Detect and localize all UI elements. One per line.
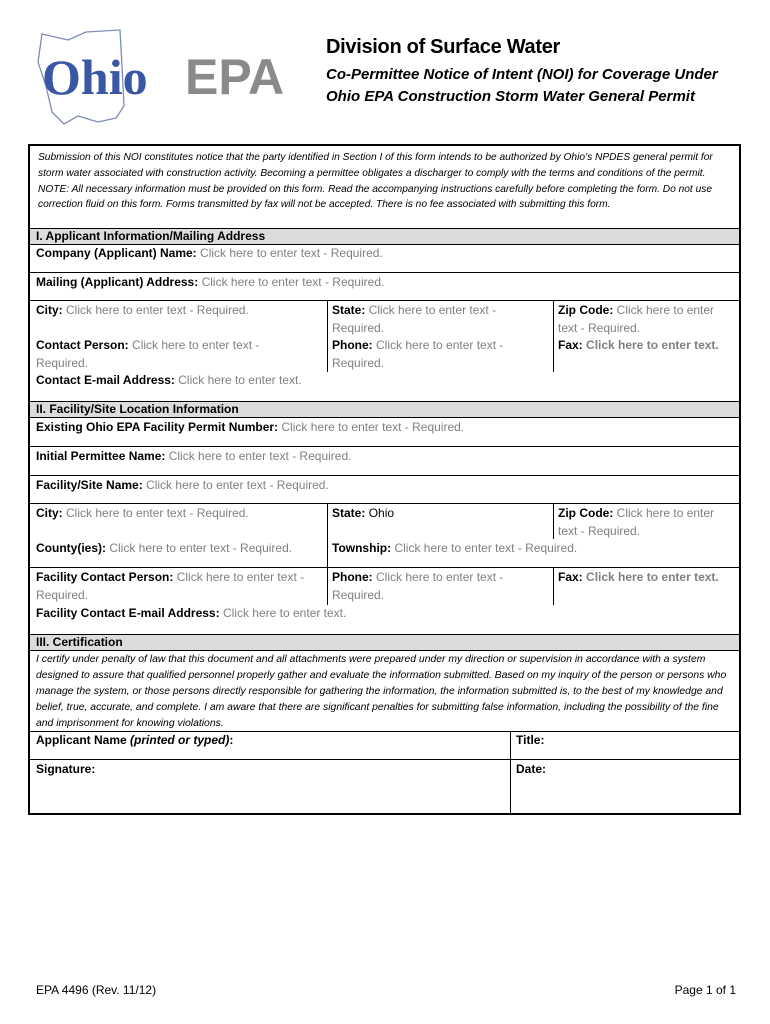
applicant-name-label-colon: :: [229, 733, 234, 747]
signature-cell[interactable]: [36, 761, 95, 779]
initial-permittee-field[interactable]: Click here to enter text - Required.: [168, 449, 352, 463]
title-label: Title:: [516, 733, 545, 747]
site-state-value: Ohio: [368, 506, 395, 520]
facility-contact-cell: [36, 569, 324, 604]
signature-label: Signature:: [36, 762, 96, 776]
section-1-header: I. Applicant Information/Mailing Address: [30, 228, 739, 245]
applicant-phone-label: Phone:: [332, 338, 373, 352]
site-zip-field-line2: text - Required.: [558, 523, 641, 538]
applicant-state-label: State:: [332, 303, 366, 317]
site-city-label: City:: [36, 506, 63, 520]
logo-text-epa: EPA: [185, 49, 285, 105]
contact-person-field-line2: Required.: [36, 355, 89, 370]
applicant-zip-field-line1: Click here to enter: [616, 303, 715, 317]
township-cell: [332, 540, 577, 558]
applicant-city-label: City:: [36, 303, 63, 317]
applicant-fax-field[interactable]: Click here to enter text.: [586, 338, 719, 352]
applicant-state-field-line1: Click here to enter text -: [368, 303, 497, 317]
subtitle-line-2: Ohio EPA Construction Storm Water General Permit: [326, 88, 695, 105]
facility-phone-cell: [332, 569, 550, 604]
mailing-address-field[interactable]: Click here to enter text - Required.: [201, 275, 385, 289]
applicant-state-field-line2: Required.: [332, 320, 385, 335]
intro-text: Submission of this NOI constitutes notice that the party identified in Section I of this form intends to be authorized by Ohio’s NPDES general permit for storm water associated with construction activity. Becoming a permittee obligates a discharger to comply with the terms and conditions of the permit. NOTE: All necessary information must be provided on this form. Read the accompanying instructions carefully before completing the form. Do not use correction fluid on this form. Forms transmitted by fax will not be accepted. There is no fee associated with submitting this form.: [38, 152, 713, 211]
facility-fax-label: Fax:: [558, 570, 583, 584]
site-zip-label: Zip Code:: [558, 506, 614, 520]
applicant-phone-field-line2: Required.: [332, 355, 385, 370]
applicant-zip-cell: [558, 302, 738, 337]
facility-phone-field-line1: Click here to enter text -: [376, 570, 504, 584]
contact-email-row: [36, 372, 302, 390]
county-label: County(ies):: [36, 541, 106, 555]
section-2-header: II. Facility/Site Location Information: [30, 401, 739, 418]
applicant-name-cell[interactable]: [36, 732, 233, 750]
applicant-phone-cell: [332, 337, 550, 372]
site-zip-field-line1: Click here to enter: [616, 506, 715, 520]
applicant-state-cell: [332, 302, 550, 337]
company-name-field[interactable]: Click here to enter text - Required.: [200, 246, 383, 260]
applicant-phone-field-line1: Click here to enter text -: [376, 338, 504, 352]
page-title: Division of Surface Water: [326, 36, 561, 58]
noi-form: [28, 144, 741, 815]
site-name-label: Facility/Site Name:: [36, 478, 143, 492]
mailing-address-label: Mailing (Applicant) Address:: [36, 275, 199, 289]
permit-number-field[interactable]: Click here to enter text - Required.: [281, 420, 465, 434]
facility-phone-field-line2: Required.: [332, 587, 385, 602]
applicant-name-label-italic: (printed or typed): [130, 733, 230, 747]
company-name-label: Company (Applicant) Name:: [36, 246, 197, 260]
facility-contact-label: Facility Contact Person:: [36, 570, 174, 584]
applicant-fax-cell: [558, 337, 719, 355]
contact-person-label: Contact Person:: [36, 338, 129, 352]
company-name-row: [36, 245, 383, 263]
page-number: Page 1 of 1: [674, 983, 736, 997]
site-city-cell: [36, 505, 249, 523]
facility-fax-field[interactable]: Click here to enter text.: [586, 570, 719, 584]
contact-person-field-line1: Click here to enter text -: [132, 338, 260, 352]
mailing-address-row: [36, 274, 384, 292]
facility-email-label: Facility Contact E-mail Address:: [36, 606, 220, 620]
site-city-field[interactable]: Click here to enter text - Required.: [66, 506, 249, 520]
applicant-city-field[interactable]: Click here to enter text - Required.: [66, 303, 249, 317]
subtitle-line-1: Co-Permittee Notice of Intent (NOI) for Coverage Under: [326, 66, 718, 83]
applicant-zip-field-line2: text - Required.: [558, 320, 641, 335]
ohio-epa-logo: [28, 26, 288, 126]
county-cell: [36, 540, 292, 558]
site-name-row: [36, 477, 329, 495]
applicant-name-label: Applicant Name: [36, 733, 127, 747]
site-name-field[interactable]: Click here to enter text - Required.: [146, 478, 329, 492]
permit-number-label: Existing Ohio EPA Facility Permit Number:: [36, 420, 279, 434]
site-zip-cell: [558, 505, 738, 540]
facility-contact-field-line2: Required.: [36, 587, 89, 602]
township-field[interactable]: Click here to enter text - Required.: [394, 541, 578, 555]
logo-text-ohio: Ohio: [42, 49, 148, 105]
form-number: EPA 4496 (Rev. 11/12): [36, 983, 157, 997]
section-3-header: III. Certification: [30, 634, 739, 651]
township-label: Township:: [332, 541, 392, 555]
date-label: Date:: [516, 762, 547, 776]
facility-email-field[interactable]: Click here to enter text.: [222, 606, 347, 620]
contact-email-field[interactable]: Click here to enter text.: [178, 373, 302, 387]
certification-text: I certify under penalty of law that this document and all attachments were prepared under my direction or supervision in accordance with a system designed to assure that qualified personnel properly gather and evaluate the information submitted. Based on my inquiry of the person or persons who manage the system, or those persons directly responsible for gathering the information, the information submitted is, to the best of my knowledge and belief, true, accurate, and complete. I am aware that there are significant penalties for submitting false information, including the possibility of the fine and imprisonment for knowing violations.: [36, 654, 727, 729]
applicant-fax-label: Fax:: [558, 338, 583, 352]
contact-person-cell: [36, 337, 324, 372]
county-field[interactable]: Click here to enter text - Required.: [109, 541, 293, 555]
initial-permittee-label: Initial Permittee Name:: [36, 449, 166, 463]
site-state-cell: [332, 505, 394, 523]
site-state-label: State:: [332, 506, 366, 520]
applicant-zip-label: Zip Code:: [558, 303, 614, 317]
date-cell[interactable]: [516, 761, 546, 779]
permit-number-row: [36, 419, 464, 437]
title-cell[interactable]: [516, 732, 544, 750]
facility-fax-cell: [558, 569, 719, 587]
facility-phone-label: Phone:: [332, 570, 373, 584]
applicant-city-cell: [36, 302, 249, 320]
initial-permittee-row: [36, 448, 351, 466]
page-subtitle: [326, 64, 746, 108]
facility-contact-field-line1: Click here to enter text -: [176, 570, 305, 584]
contact-email-label: Contact E-mail Address:: [36, 373, 175, 387]
facility-email-row: [36, 605, 346, 623]
